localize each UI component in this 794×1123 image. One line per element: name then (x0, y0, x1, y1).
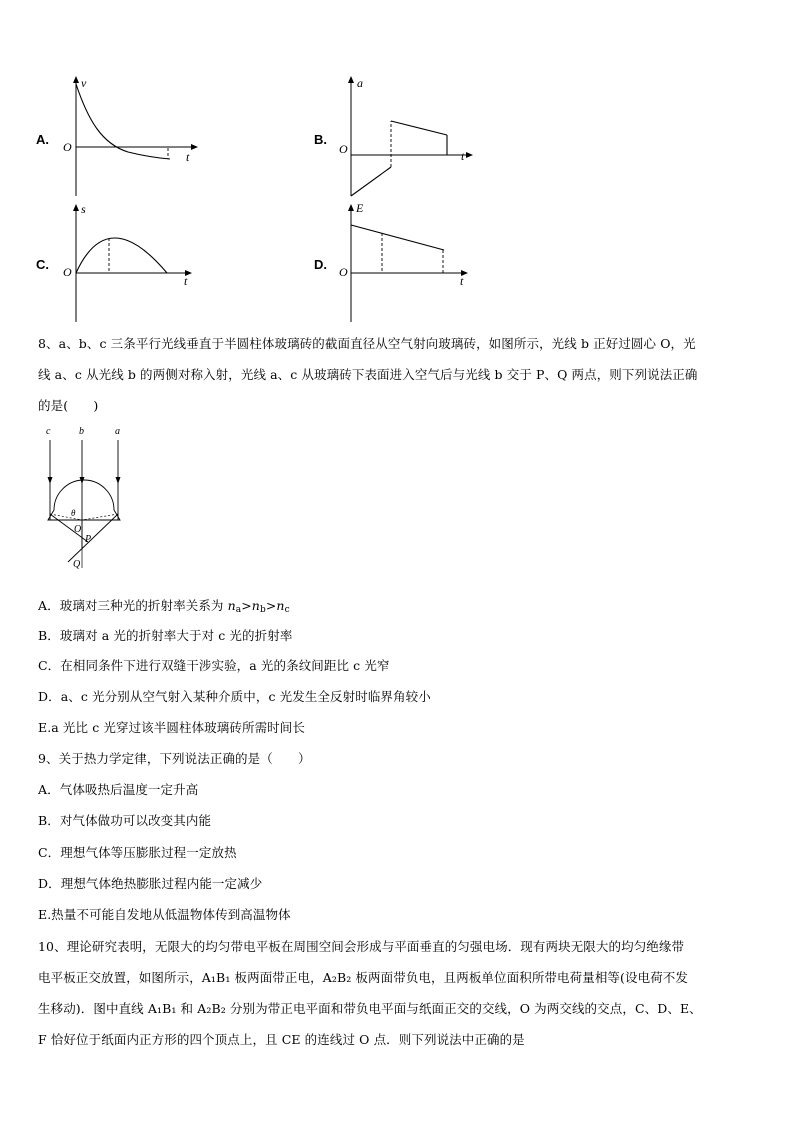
option-d-label: D. (314, 257, 327, 272)
graph-a-origin: O (63, 140, 72, 154)
q9-option-c[interactable]: C．理想气体等压膨胀过程一定放热 (38, 845, 237, 860)
graph-s-t (36, 200, 206, 326)
theta-label: θ (71, 508, 76, 518)
q10-line3: 生移动)．图中直线 A₁B₁ 和 A₂B₂ 分别为带正电平面和带负电平面与纸面正交的交线，O 为两交线的交点，C、D、E、 (38, 1001, 702, 1016)
center-o-label: O (74, 524, 82, 535)
q9-stem: 9、关于热力学定律，下列说法正确的是（ ） (38, 751, 311, 766)
q8-option-d[interactable]: D．a、c 光分别从空气射入某种介质中，c 光发生全反射时临界角较小 (38, 689, 431, 704)
graph-c-y-label: s (81, 202, 86, 216)
q8-figure (38, 424, 138, 572)
q10-line2: 电平板正交放置，如图所示，A₁B₁ 板两面带正电，A₂B₂ 板两面带负电，且两板单位面积所带电荷量相等(设电荷不发 (38, 970, 688, 985)
option-d-graph[interactable] (314, 200, 484, 326)
ray-a-label: a (115, 426, 120, 437)
q8-stem-line1: 8、a、b、c 三条平行光线垂直于半圆柱体玻璃砖的截面直径从空气射向玻璃砖，如图所示，光线 b 正好过圆心 O，光 (38, 336, 696, 351)
graph-d-y-label: E (356, 201, 364, 215)
graph-a-y-label: v (81, 76, 87, 90)
graph-a-t (314, 74, 484, 200)
q9-option-b[interactable]: B．对气体做功可以改变其内能 (38, 813, 212, 828)
point-p-label: P (85, 534, 92, 545)
ray-b-label: b (79, 426, 84, 437)
option-a-label: A. (36, 132, 49, 147)
graph-d-x-label: t (460, 274, 464, 288)
q9-option-d[interactable]: D．理想气体绝热膨胀过程内能一定减少 (38, 876, 263, 891)
option-a-graph[interactable] (36, 74, 206, 200)
option-b-graph[interactable] (314, 74, 484, 200)
graph-c-x-label: t (184, 274, 188, 288)
semicircle-glass-diagram (38, 424, 138, 572)
point-q-label: Q (73, 559, 81, 570)
graph-d-origin: O (339, 265, 348, 279)
q8-option-e[interactable]: E.a 光比 c 光穿过该半圆柱体玻璃砖所需时间长 (38, 720, 305, 735)
q8-stem-line2: 线 a、c 从光线 b 的两侧对称入射，光线 a、c 从玻璃砖下表面进入空气后与光线 b 交于 P、Q 两点，则下列说法正确 (38, 367, 698, 382)
q8-option-a[interactable]: A．玻璃对三种光的折射率关系为 $n_a>n_b>n_c$ (38, 598, 290, 615)
q8-option-c[interactable]: C．在相同条件下进行双缝干涉实验，a 光的条纹间距比 c 光窄 (38, 658, 390, 673)
option-c-graph[interactable] (36, 200, 206, 326)
q10-line4: F 恰好位于纸面内正方形的四个顶点上，且 CE 的连线过 O 点．则下列说法中正确的是 (38, 1032, 525, 1047)
option-c-label: C. (36, 257, 49, 272)
q8-option-b[interactable]: B．玻璃对 a 光的折射率大于对 c 光的折射率 (38, 628, 293, 643)
ray-c-label: c (46, 426, 51, 437)
q8-stem-line3: 的是( ) (38, 398, 99, 413)
graph-b-x-label: t (461, 149, 465, 163)
q10-line1: 10、理论研究表明，无限大的均匀带电平板在周围空间会形成与平面垂直的匀强电场．现有两块无限大的均匀绝缘带 (38, 939, 685, 954)
graph-v-t (36, 74, 206, 200)
q9-option-e[interactable]: E.热量不可能自发地从低温物体传到高温物体 (38, 907, 291, 922)
graph-b-y-label: a (357, 76, 363, 90)
q9-option-a[interactable]: A．气体吸热后温度一定升高 (38, 782, 199, 797)
graph-c-origin: O (63, 265, 72, 279)
graph-a-x-label: t (186, 150, 190, 164)
option-b-label: B. (314, 132, 327, 147)
graph-e-t (314, 200, 484, 326)
graph-b-origin: O (339, 142, 348, 156)
